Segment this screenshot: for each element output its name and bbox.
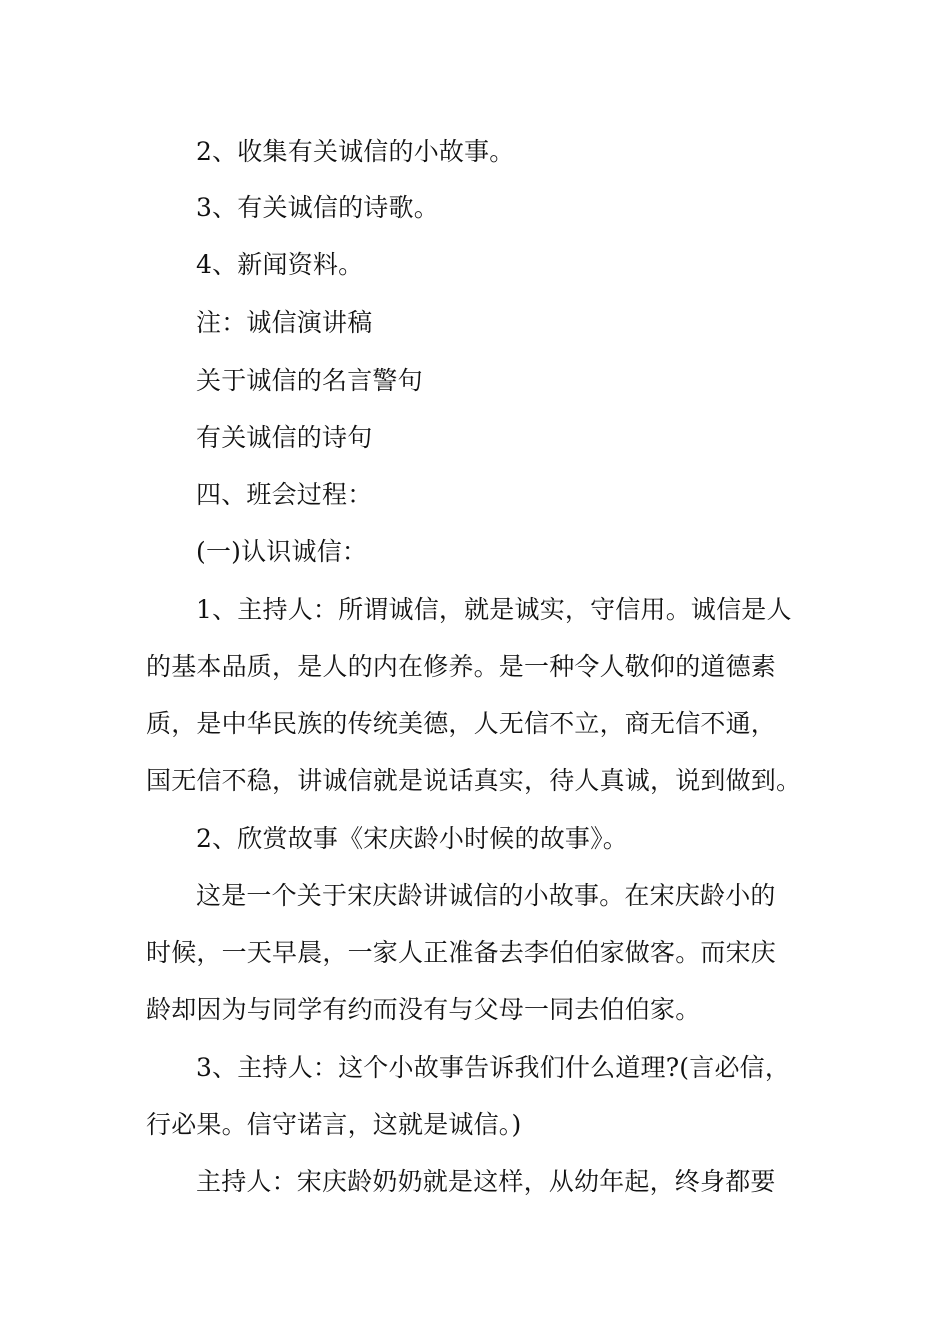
text-line-note: 注：诚信演讲稿	[196, 308, 373, 337]
text-line-news: 4、新闻资料。	[196, 250, 364, 279]
paragraph-host-definition-line-1: 1、主持人：所谓诚信，就是诚实，守信用。诚信是人	[196, 595, 792, 624]
text-line-poems: 3、有关诚信的诗歌。	[196, 193, 439, 222]
text-line-quotes: 关于诚信的名言警句	[196, 366, 423, 395]
paragraph-host-closing-line-1: 主持人：宋庆龄奶奶就是这样，从幼年起，终身都要	[196, 1167, 776, 1196]
paragraph-story-line-1: 这是一个关于宋庆龄讲诚信的小故事。在宋庆龄小的	[196, 881, 776, 910]
paragraph-host-definition-line-2: 的基本品质，是人的内在修养。是一种令人敬仰的道德素	[146, 652, 777, 681]
paragraph-host-definition-line-4: 国无信不稳，讲诚信就是说话真实，待人真诚，说到做到。	[146, 766, 802, 795]
text-line-collect-stories: 2、收集有关诚信的小故事。	[196, 137, 515, 166]
paragraph-story-line-2: 时候，一天早晨，一家人正准备去李伯伯家做客。而宋庆	[146, 938, 777, 967]
section-heading-process: 四、班会过程：	[196, 480, 373, 509]
paragraph-host-lesson-line-2: 行必果。信守诺言，这就是诚信。)	[146, 1110, 522, 1139]
text-line-verses: 有关诚信的诗句	[196, 423, 373, 452]
paragraph-host-definition-line-3: 质，是中华民族的传统美德，人无信不立，商无信不通，	[146, 709, 777, 738]
text-line-story-title: 2、欣赏故事《宋庆龄小时候的故事》。	[196, 824, 629, 853]
paragraph-story-line-3: 龄却因为与同学有约而没有与父母一同去伯伯家。	[146, 995, 701, 1024]
subsection-heading-know-integrity: (一)认识诚信：	[196, 537, 368, 566]
paragraph-host-lesson-line-1: 3、主持人：这个小故事告诉我们什么道理?(言必信，	[196, 1053, 791, 1082]
